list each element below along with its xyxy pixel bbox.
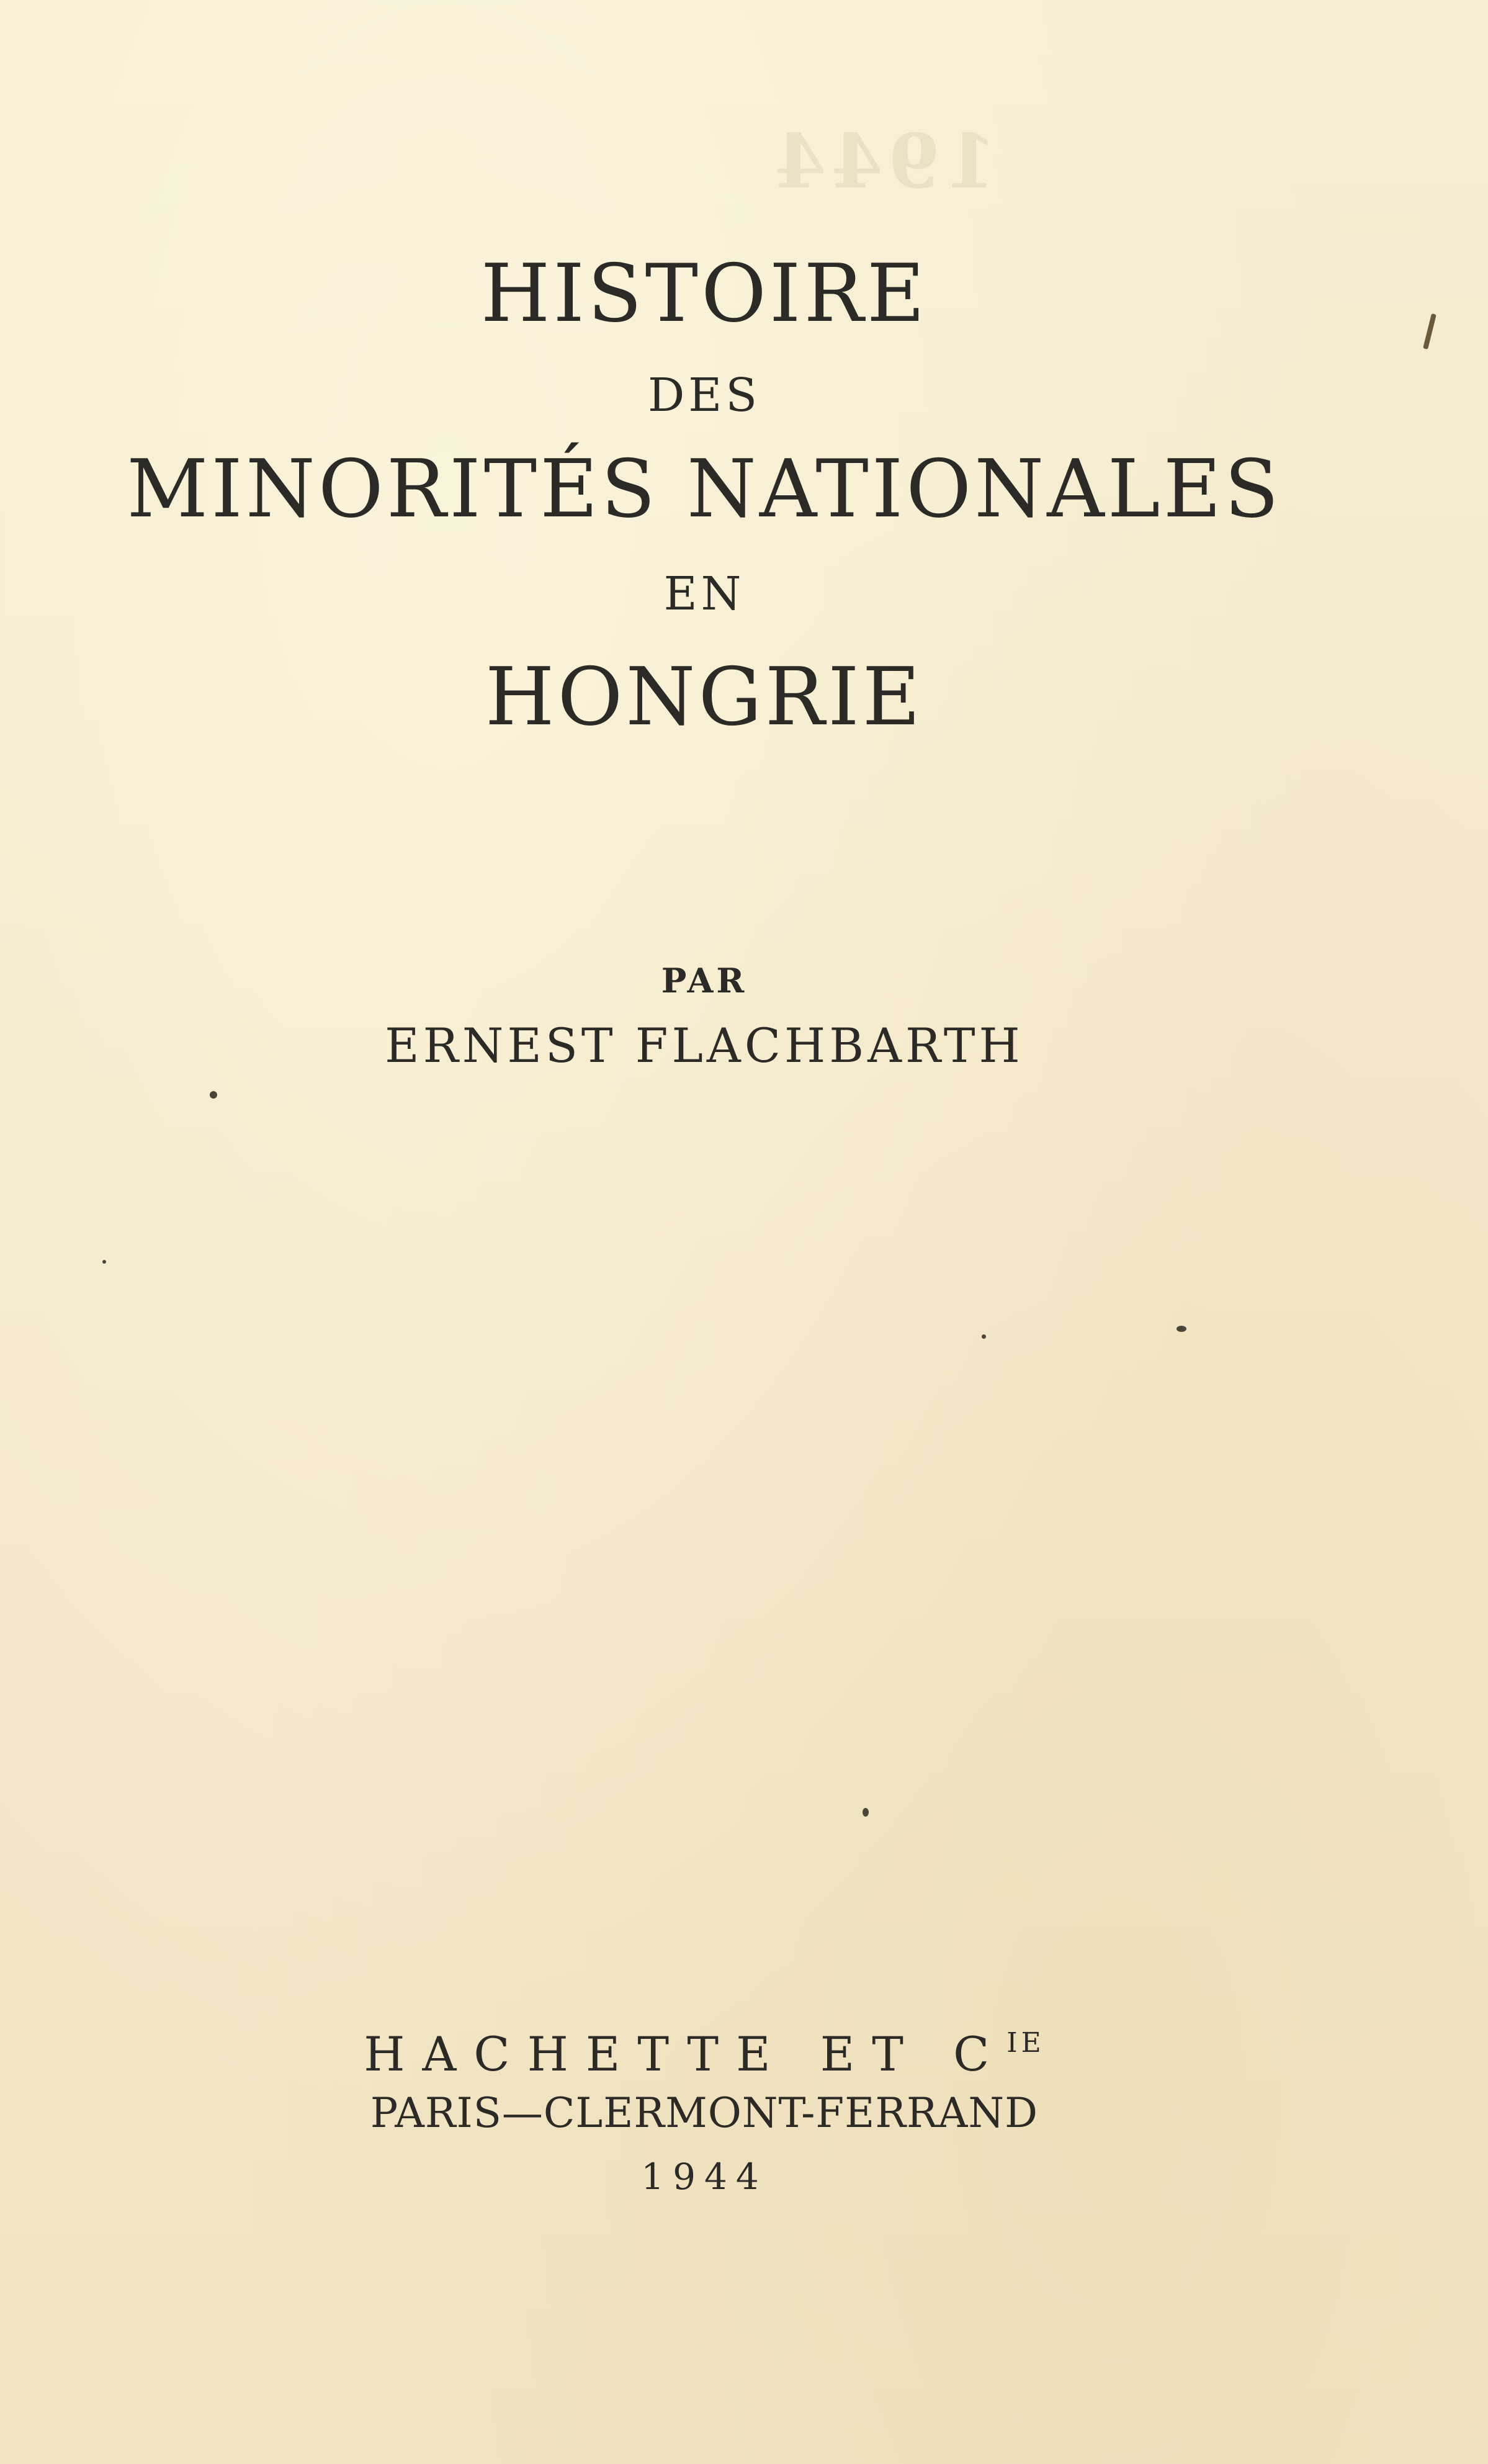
paper-speck bbox=[982, 1334, 986, 1339]
show-through-text: 1944 bbox=[769, 118, 997, 205]
paper-mark bbox=[1423, 313, 1436, 349]
paper-speck bbox=[1177, 1326, 1186, 1332]
title-line-des: DES bbox=[647, 369, 761, 422]
publication-year: 1944 bbox=[641, 2156, 768, 2198]
publisher-main: HACHETTE ET C bbox=[364, 2026, 1007, 2082]
title-line-hongrie: HONGRIE bbox=[485, 651, 924, 744]
publisher-superscript: IE bbox=[1006, 2027, 1045, 2059]
title-line-en: EN bbox=[663, 567, 745, 621]
publisher-place: PARIS—CLERMONT-FERRAND bbox=[370, 2089, 1039, 2137]
paper-speck bbox=[210, 1091, 217, 1099]
title-line-histoire: HISTOIRE bbox=[480, 248, 928, 340]
publisher-name bbox=[0, 2026, 1409, 2082]
paper-speck bbox=[102, 1260, 106, 1264]
paper-speck bbox=[863, 1808, 869, 1817]
byline-par: PAR bbox=[661, 961, 748, 1000]
author-name: ERNEST FLACHBARTH bbox=[385, 1018, 1024, 1073]
title-line-minorites-nationales: MINORITÉS NATIONALES bbox=[127, 443, 1282, 536]
